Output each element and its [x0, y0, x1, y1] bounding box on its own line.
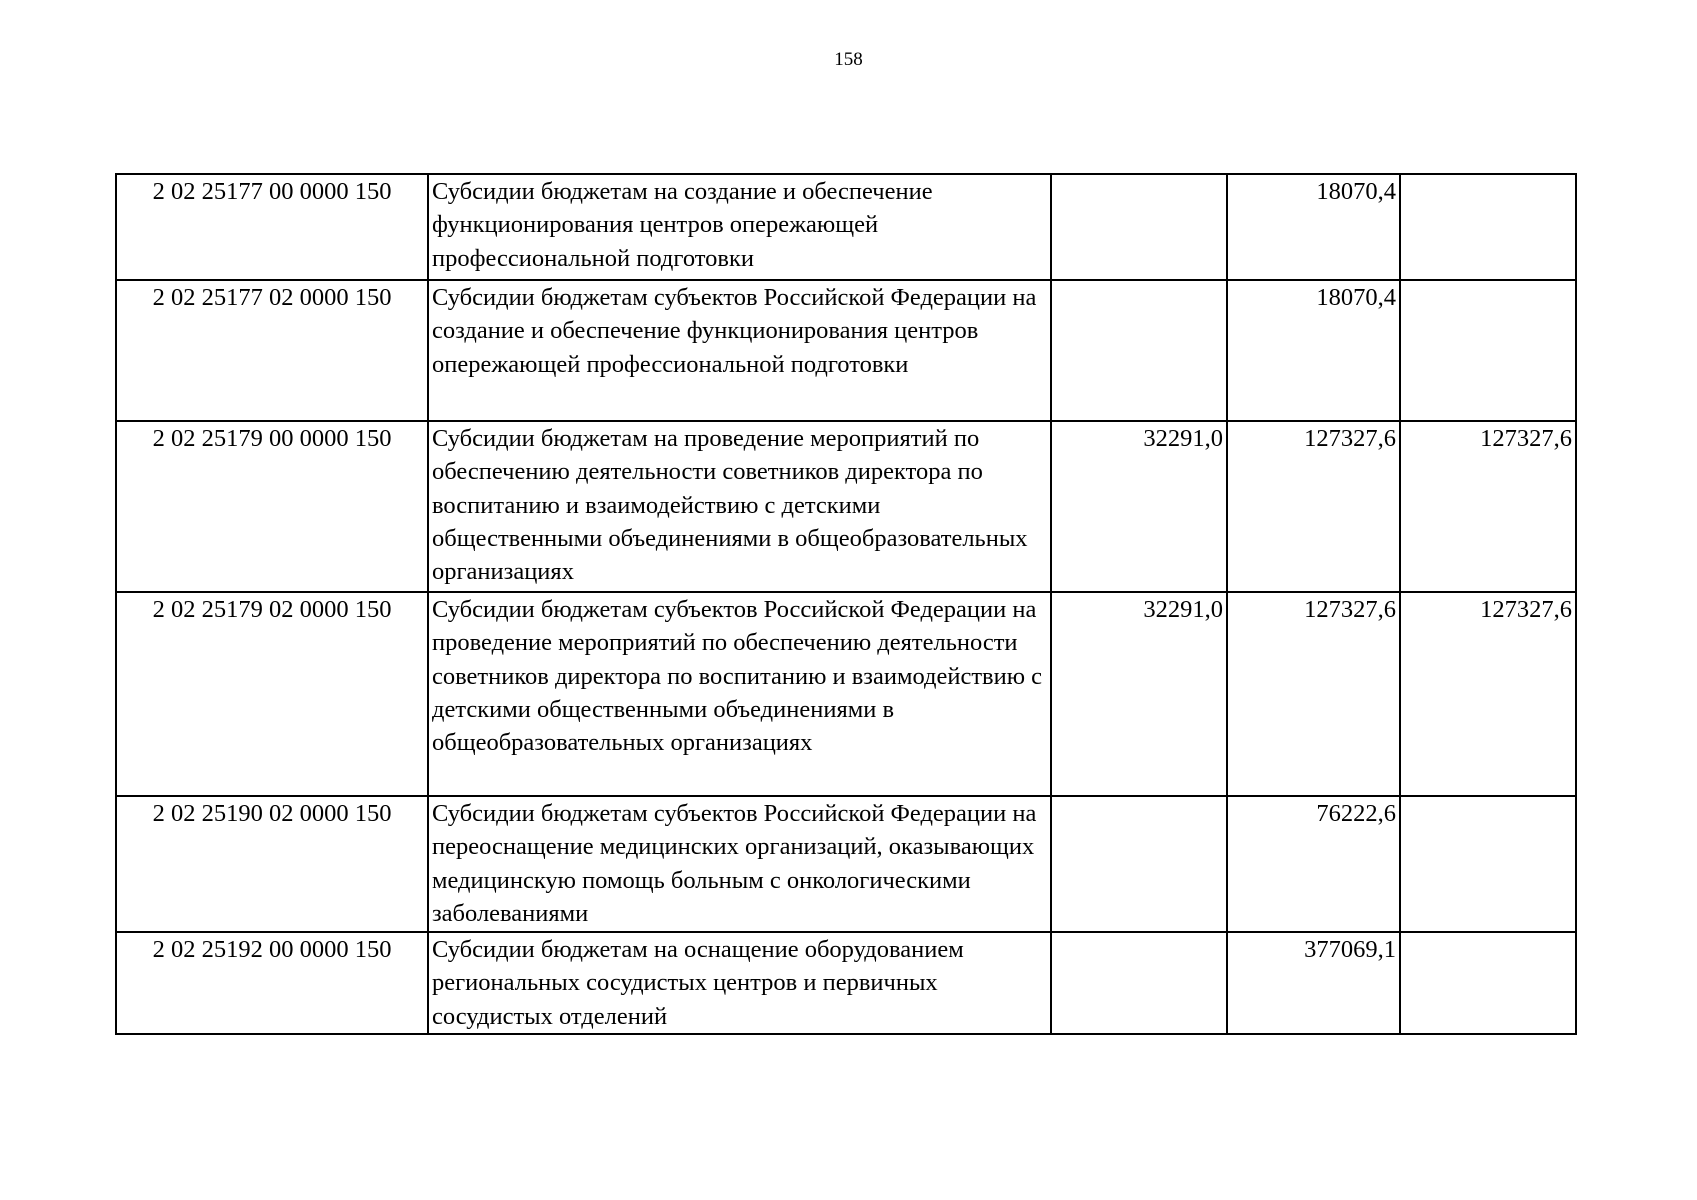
row-code: 2 02 25192 00 0000 150: [116, 932, 428, 1034]
row-value-3: [1400, 796, 1576, 932]
row-description: Субсидии бюджетам на оснащение оборудованием региональных сосудистых центров и первичных сосудистых отделений: [428, 932, 1051, 1034]
row-value-2: 377069,1: [1227, 932, 1400, 1034]
row-value-2: 18070,4: [1227, 280, 1400, 421]
row-code: 2 02 25179 02 0000 150: [116, 592, 428, 796]
table-row: [116, 421, 1576, 592]
table-row: [116, 932, 1576, 1034]
page-number: 158: [834, 49, 863, 70]
row-code: 2 02 25177 00 0000 150: [116, 174, 428, 280]
table-row: [116, 592, 1576, 796]
row-value-3: [1400, 932, 1576, 1034]
row-code: 2 02 25177 02 0000 150: [116, 280, 428, 421]
row-value-3: 127327,6: [1400, 592, 1576, 796]
row-value-1: [1051, 796, 1227, 932]
row-value-1: 32291,0: [1051, 592, 1227, 796]
row-description: Субсидии бюджетам на проведение мероприятий по обеспечению деятельности советников директора по воспитанию и взаимодействию с детскими общественными объединениями в общеобразовательных организациях: [428, 421, 1051, 592]
budget-table: [115, 173, 1577, 1035]
row-value-3: [1400, 280, 1576, 421]
table-row: [116, 174, 1576, 280]
row-value-3: [1400, 174, 1576, 280]
row-value-2: 127327,6: [1227, 592, 1400, 796]
row-value-1: [1051, 174, 1227, 280]
row-description: Субсидии бюджетам субъектов Российской Федерации на переоснащение медицинских организаций, оказывающих медицинскую помощь больным с онкологическими заболеваниями: [428, 796, 1051, 932]
table-row: [116, 280, 1576, 421]
row-description: Субсидии бюджетам на создание и обеспечение функционирования центров опережающей профессиональной подготовки: [428, 174, 1051, 280]
row-description: Субсидии бюджетам субъектов Российской Федерации на проведение мероприятий по обеспечению деятельности советников директора по воспитанию и взаимодействию с детскими общественными объединениями в общеобразовательных организациях: [428, 592, 1051, 796]
row-value-3: 127327,6: [1400, 421, 1576, 592]
row-description: Субсидии бюджетам субъектов Российской Федерации на создание и обеспечение функционирования центров опережающей профессиональной подготовки: [428, 280, 1051, 421]
row-code: 2 02 25179 00 0000 150: [116, 421, 428, 592]
row-value-1: 32291,0: [1051, 421, 1227, 592]
row-value-2: 127327,6: [1227, 421, 1400, 592]
row-code: 2 02 25190 02 0000 150: [116, 796, 428, 932]
table-row: [116, 796, 1576, 932]
row-value-2: 76222,6: [1227, 796, 1400, 932]
row-value-2: 18070,4: [1227, 174, 1400, 280]
row-value-1: [1051, 932, 1227, 1034]
row-value-1: [1051, 280, 1227, 421]
